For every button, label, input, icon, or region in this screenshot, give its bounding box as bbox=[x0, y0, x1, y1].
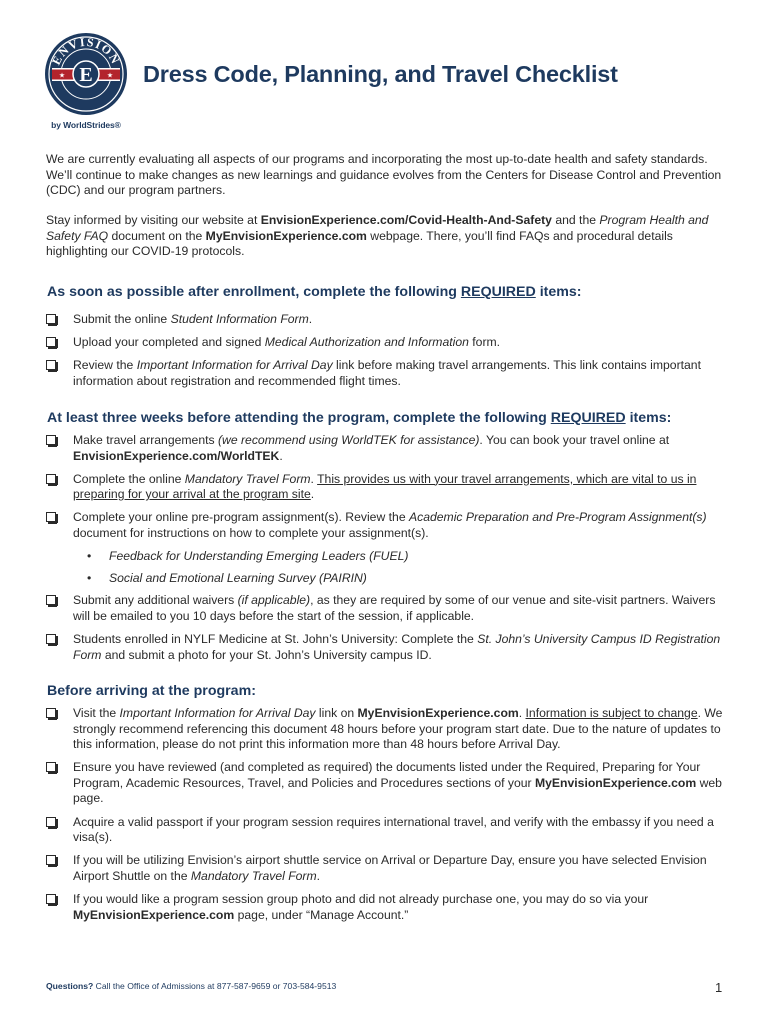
checkbox-icon[interactable] bbox=[46, 595, 56, 605]
logo-caption: by WorldStrides® bbox=[51, 120, 121, 130]
my-envision-link: MyEnvisionExperience.com bbox=[205, 228, 367, 243]
page-title: Dress Code, Planning, and Travel Checklist bbox=[143, 61, 618, 87]
before-arriving-checklist bbox=[46, 706, 726, 931]
checkbox-icon[interactable] bbox=[46, 360, 56, 370]
section-heading-before-arriving: Before arriving at the program: bbox=[47, 683, 256, 699]
intro-paragraph: We are currently evaluating all aspects of our programs and incorporating the most up-to-date health and safety standards. We’ll continue to make changes as new learnings and guidance evolves from the Centers for Disease Control and Prevention (CDC) and our program partners. bbox=[46, 152, 722, 198]
sub-list-item: • Feedback for Understanding Emerging Leaders (FUEL) bbox=[73, 549, 726, 565]
checkbox-icon[interactable] bbox=[46, 634, 56, 644]
list-item: Complete the online Mandatory Travel Form. This provides us with your travel arrangements, which are vital to us in preparing for your arrival at the program site. bbox=[46, 472, 726, 503]
list-item: If you would like a program session group photo and did not already purchase one, you may do so via your MyEnvisionExperience.com page, under “Manage Account.” bbox=[46, 892, 726, 923]
checkbox-icon[interactable] bbox=[46, 512, 56, 522]
page-number: 1 bbox=[715, 980, 723, 995]
assignment-sublist bbox=[73, 549, 726, 587]
logo-word: ENVISION bbox=[48, 34, 124, 68]
list-item: If you will be utilizing Envision’s airport shuttle service on Arrival or Departure Day, ensure you have selected Envision Airport Shuttle on the Mandatory Travel Form. bbox=[46, 853, 726, 884]
checkbox-icon[interactable] bbox=[46, 435, 56, 445]
checkbox-icon[interactable] bbox=[46, 337, 56, 347]
covid-safety-link: EnvisionExperience.com/Covid-Health-And-Safety bbox=[260, 213, 552, 227]
list-item: Submit the online Student Information Form. bbox=[46, 312, 726, 328]
worldtek-link: EnvisionExperience.com/WorldTEK bbox=[73, 448, 280, 463]
svg-text:★: ★ bbox=[58, 72, 66, 80]
list-item: Acquire a valid passport if your program session requires international travel, and verify with the embassy if you need a visa(s). bbox=[46, 815, 726, 846]
checkbox-icon[interactable] bbox=[46, 817, 56, 827]
list-item: Upload your completed and signed Medical Authorization and Information form. bbox=[46, 335, 726, 351]
footer-contact: Questions? Call the Office of Admissions at 877-587-9659 or 703-584-9513 bbox=[46, 981, 337, 991]
three-weeks-checklist bbox=[46, 433, 726, 671]
stay-informed-paragraph: Stay informed by visiting our website at EnvisionExperience.com/Covid-Health-And-Safety and the Program Health and Safety FAQ document on the MyEnvisionExperience.com webpage. There, you’ll find FAQs and procedural details highlighting our COVID-19 protocols. bbox=[46, 213, 709, 259]
list-item: Ensure you have reviewed (and completed as required) the documents listed under the Required, Preparing for Your Program, Academic Resources, Travel, and Policies and Procedures sections of your MyEnvisionExperience.com web page. bbox=[46, 760, 726, 807]
list-item: Review the Important Information for Arrival Day link before making travel arrangements. This link contains important information about registration and recommended flight times. bbox=[46, 358, 726, 389]
after-enrollment-checklist bbox=[46, 312, 726, 397]
section-heading-after-enrollment: As soon as possible after enrollment, complete the following REQUIRED items: bbox=[47, 284, 582, 300]
list-item: Make travel arrangements (we recommend using WorldTEK for assistance). You can book your travel online at EnvisionExperience.com/WorldTEK. bbox=[46, 433, 726, 464]
checkbox-icon[interactable] bbox=[46, 762, 56, 772]
envision-logo bbox=[44, 30, 128, 132]
logo-letter: E bbox=[79, 64, 93, 86]
checkbox-icon[interactable] bbox=[46, 474, 56, 484]
checkbox-icon[interactable] bbox=[46, 894, 56, 904]
list-item: Complete your online pre-program assignment(s). Review the Academic Preparation and Pre-Program Assignment(s) document for instructions on how to complete your assignment(s). • Feedback for Understanding Emerging Leaders (FUEL) • Social and Emotional Learning Survey (PAIRIN) bbox=[46, 510, 726, 586]
checkbox-icon[interactable] bbox=[46, 708, 56, 718]
list-item: Submit any additional waivers (if applicable), as they are required by some of our venue and site-visit partners. Waivers will be emailed to you 10 days before the start of the session, if applicable. bbox=[46, 593, 726, 624]
section-heading-three-weeks: At least three weeks before attending the program, complete the following REQUIRED items: bbox=[47, 410, 672, 426]
sub-list-item: • Social and Emotional Learning Survey (PAIRIN) bbox=[73, 571, 726, 587]
checkbox-icon[interactable] bbox=[46, 314, 56, 324]
svg-text:★: ★ bbox=[106, 72, 114, 80]
list-item: Students enrolled in NYLF Medicine at St. John’s University: Complete the St. John’s University Campus ID Registration Form and submit a photo for your St. John’s University campus ID. bbox=[46, 632, 726, 663]
list-item: Visit the Important Information for Arrival Day link on MyEnvisionExperience.com. Information is subject to change. We strongly recommend referencing this document 48 hours before your program start date. Due to the nature of updates to this information, please do not print this information more than 48 hours before Arrival Day. bbox=[46, 706, 726, 753]
envision-seal-icon bbox=[44, 30, 128, 118]
checkbox-icon[interactable] bbox=[46, 855, 56, 865]
